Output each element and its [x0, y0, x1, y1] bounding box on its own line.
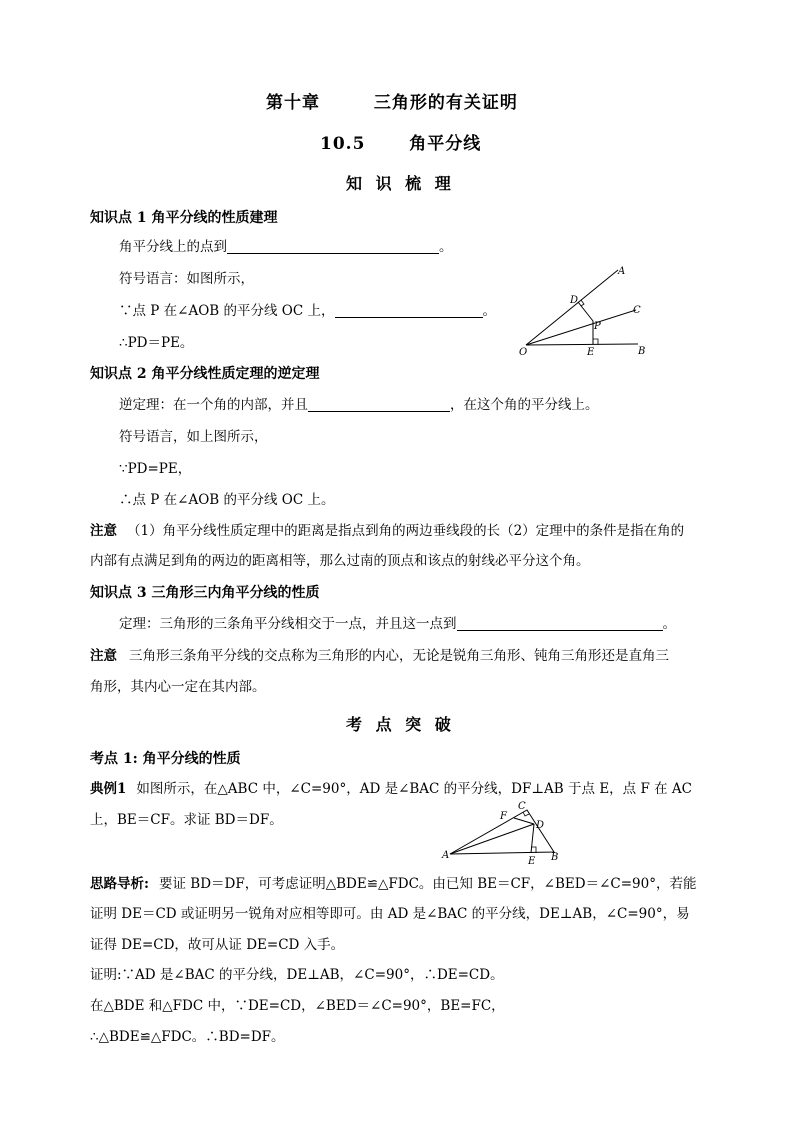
kp3-line1 — [119, 614, 676, 634]
label-a: A — [618, 266, 626, 277]
kp1-title: 知识点 1 角平分线的性质建理 — [90, 210, 278, 226]
heading-breakthrough: 考 点 突 破 — [346, 715, 455, 734]
analysis-line1 — [90, 874, 696, 894]
label-b: B — [551, 852, 559, 863]
label-e: E — [528, 856, 536, 867]
segment-pd — [578, 302, 593, 321]
exam1-title: 考点 1: 角平分线的性质 — [90, 751, 241, 767]
section-title — [320, 129, 481, 154]
ray-oa — [526, 270, 618, 345]
kp3-title: 知识点 3 三角形三内角平分线的性质 — [90, 585, 320, 601]
analysis-line2: 证明 DE＝CD 或证明另一锐角对应相等即可。由 AD 是∠BAC 的平分线，DE⊥AB，∠C=90°，易 — [90, 906, 690, 922]
example-line2: 上，BE＝CF。求证 BD＝DF。 — [90, 812, 283, 828]
label-d: D — [536, 820, 545, 831]
ray-ob — [526, 344, 638, 345]
chapter-number: 第十章 — [266, 93, 320, 113]
note-label: 注意 — [90, 523, 117, 539]
kp1-line3 — [119, 301, 496, 321]
note2-text1: 三角形三条角平分线的交点称为三角形的内心，无论是锐角三角形、钝角三角形还是直角三 — [129, 648, 669, 664]
kp1-line1-end: 。 — [439, 239, 453, 255]
kp2-line3: ∵PD=PE， — [119, 461, 192, 477]
example-label: 典例1 — [90, 781, 127, 797]
label-c: C — [633, 305, 641, 316]
analysis-text1: 要证 BD＝DF，可考虑证明△BDE≌△FDC。由已知 BE＝CF，∠BED＝∠C=90°，若能 — [158, 876, 697, 892]
kp3-line1-text: 定理：三角形的三条角平分线相交于一点，并且这一点到 — [119, 616, 457, 632]
proof-line3: ∴△BDE≌△FDC。∴BD=DF。 — [90, 1029, 285, 1045]
example-line1 — [90, 779, 692, 799]
label-o: O — [519, 347, 528, 358]
proof-line2: 在△BDE 和△FDC 中，∵DE=CD，∠BED＝∠C=90°，BE=FC， — [90, 998, 505, 1014]
kp2-title: 知识点 2 角平分线性质定理的逆定理 — [90, 366, 320, 382]
kp1-line3-text: ∵点 P 在∠AOB 的平分线 OC 上， — [119, 303, 335, 319]
kp2-line1-text: 逆定理：在一个角的内部，并且 — [119, 397, 308, 413]
analysis-line3: 证得 DE=CD，故可从证 DE=CD 入手。 — [90, 937, 345, 953]
kp1-line4: ∴PD＝PE。 — [119, 335, 194, 351]
kp2-line4: ∴点 P 在∠AOB 的平分线 OC 上。 — [119, 492, 335, 508]
kp2-line2: 符号语言，如上图所示， — [119, 429, 268, 445]
answer-blank[interactable] — [457, 616, 663, 631]
right-angle-d — [581, 300, 584, 306]
segment-de — [531, 824, 534, 853]
note1-text1: （1）角平分线性质定理中的距离是指点到角的两边垂线段的长（2）定理中的条件是指在角的 — [127, 523, 685, 539]
note2-line2: 角形，其内心一定在其内部。 — [90, 679, 266, 695]
label-c: C — [518, 801, 526, 812]
label-f: F — [500, 811, 507, 822]
answer-blank[interactable] — [335, 303, 483, 318]
kp3-line1-end: 。 — [662, 616, 676, 632]
kp1-line3-end: 。 — [482, 303, 496, 319]
section-name: 角平分线 — [409, 134, 482, 154]
kp1-line1 — [119, 237, 453, 257]
segment-ad — [450, 824, 534, 854]
label-e: E — [587, 347, 595, 358]
kp2-line1-end: ，在这个角的平分线上。 — [450, 397, 599, 413]
note1-line2: 内部有点满足到角的两边的距离相等，那么过南的顶点和该点的射线必平分这个角。 — [90, 553, 590, 569]
chapter-name: 三角形的有关证明 — [373, 93, 518, 113]
heading-review: 知 识 梳 理 — [346, 174, 455, 193]
note2-line1 — [90, 646, 669, 666]
note1-line1 — [90, 521, 684, 541]
note-label: 注意 — [90, 648, 117, 664]
answer-blank[interactable] — [308, 397, 450, 412]
kp1-line2: 符号语言：如图所示， — [119, 271, 254, 287]
right-angle-e — [593, 339, 598, 344]
answer-blank[interactable] — [227, 239, 439, 254]
section-number: 10.5 — [320, 134, 366, 154]
chapter-title — [266, 88, 518, 113]
analysis-label: 思路导析: — [90, 876, 149, 892]
proof-line1: 证明:∵AD 是∠BAC 的平分线，DE⊥AB，∠C=90°，∴DE=CD。 — [90, 967, 504, 983]
angle-bisector-figure — [512, 262, 662, 362]
label-a: A — [442, 850, 450, 861]
ray-oc — [526, 310, 636, 345]
segment-df — [514, 818, 534, 824]
label-d: D — [570, 295, 579, 306]
kp1-line1-text: 角平分线上的点到 — [119, 239, 227, 255]
triangle-figure — [440, 798, 570, 870]
kp2-line1 — [119, 395, 599, 415]
label-p: P — [594, 321, 601, 332]
label-b: B — [638, 346, 646, 357]
example-text1: 如图所示，在△ABC 中，∠C=90°，AD 是∠BAC 的平分线，DF⊥AB 于点 E，点 F 在 AC — [136, 781, 692, 797]
